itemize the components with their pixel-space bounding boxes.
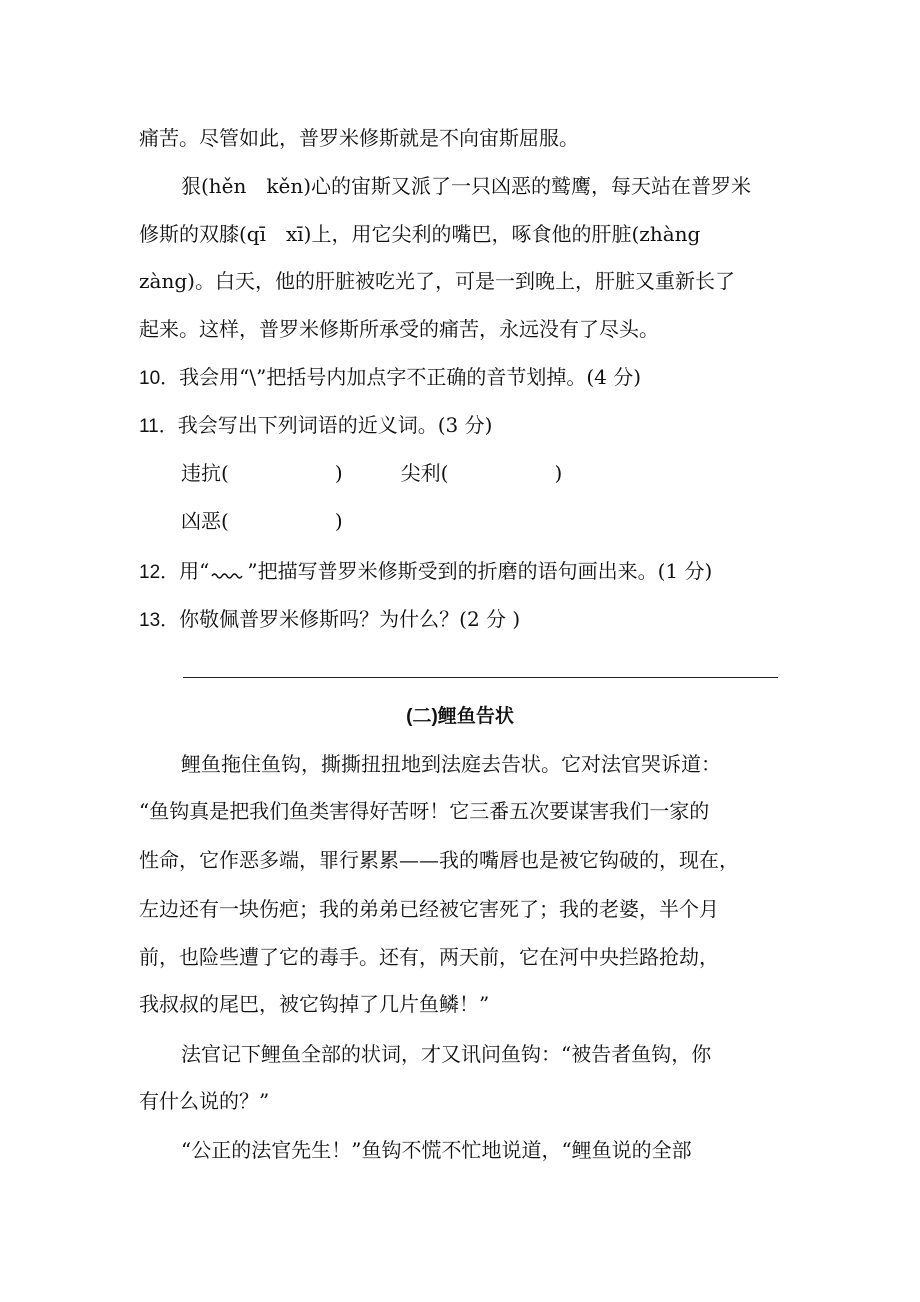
question-text: 我会写出下列词语的近义词。(3 分): [177, 413, 493, 437]
question-text: 我会用“\”把括号内加点字不正确的音节划掉。(4 分): [179, 365, 642, 389]
synonym-label: 尖利(: [400, 461, 449, 485]
question-text: 用“: [179, 559, 210, 583]
story-line: “鱼钩真是把我们鱼类害得好苦呀！它三番五次要谋害我们一家的: [139, 799, 710, 823]
passage-line: 狠(hěn kěn)心的宙斯又派了一只凶恶的鹫鹰，每天站在普罗米: [181, 174, 752, 198]
question-text: 你敬佩普罗米修斯吗？为什么？(2 分 ): [179, 607, 521, 631]
passage-line: 痛苦。尽管如此，普罗米修斯就是不向宙斯屈服。: [139, 126, 579, 150]
story-line: 有什么说的？”: [139, 1089, 270, 1113]
story-line: 性命，它作恶多端，罪行累累——我的嘴唇也是被它钩破的，现在，: [139, 848, 739, 872]
synonym-row: [181, 459, 562, 487]
story-line: 左边还有一块伤疤；我的弟弟已经被它害死了；我的老婆，半个月: [139, 897, 719, 921]
question-number: 10．: [139, 368, 180, 389]
question-10: [139, 363, 641, 393]
story-line: 前，也险些遭了它的毒手。还有，两天前，它在河中央拦路抢劫，: [139, 945, 719, 969]
story-line: 鲤鱼拖住鱼钩，撕撕扭扭地到法庭去告状。它对法官哭诉道：: [181, 752, 721, 776]
synonym-close: ): [334, 461, 343, 485]
question-text: ”把描写普罗米修斯受到的折磨的语句画出来。(1 分): [247, 559, 713, 583]
question-12: [139, 557, 712, 587]
passage-line: 修斯的双膝(qī xī)上，用它尖利的嘴巴，啄食他的肝脏(zhàng: [139, 222, 701, 246]
story-line: 我叔叔的尾巴，被它钩掉了几片鱼鳞！”: [139, 992, 490, 1016]
answer-line[interactable]: [183, 677, 778, 678]
synonym-label: 违抗(: [181, 461, 229, 485]
wavy-underline-icon: [211, 568, 245, 580]
question-number: 12．: [139, 562, 180, 583]
question-11: [139, 411, 492, 441]
synonym-row: [181, 507, 343, 535]
passage-line: zàng)。白天，他的肝脏被吃光了，可是一到晚上，肝脏又重新长了: [139, 269, 735, 293]
passage-line: 起来。这样，普罗米修斯所承受的痛苦，永远没有了尽头。: [139, 317, 659, 341]
section-title: (二)鲤鱼告状: [406, 706, 514, 727]
synonym-close: ): [554, 461, 563, 485]
question-13: [139, 605, 520, 635]
question-number: 13．: [139, 610, 180, 631]
story-line: 法官记下鲤鱼全部的状词，才又讯问鱼钩：“被告者鱼钩，你: [181, 1042, 712, 1066]
synonym-label: 凶恶(: [181, 509, 229, 533]
question-number: 11．: [139, 416, 178, 437]
synonym-close: ): [334, 509, 343, 533]
story-line: “公正的法官先生！”鱼钩不慌不忙地说道，“鲤鱼说的全部: [181, 1138, 692, 1162]
